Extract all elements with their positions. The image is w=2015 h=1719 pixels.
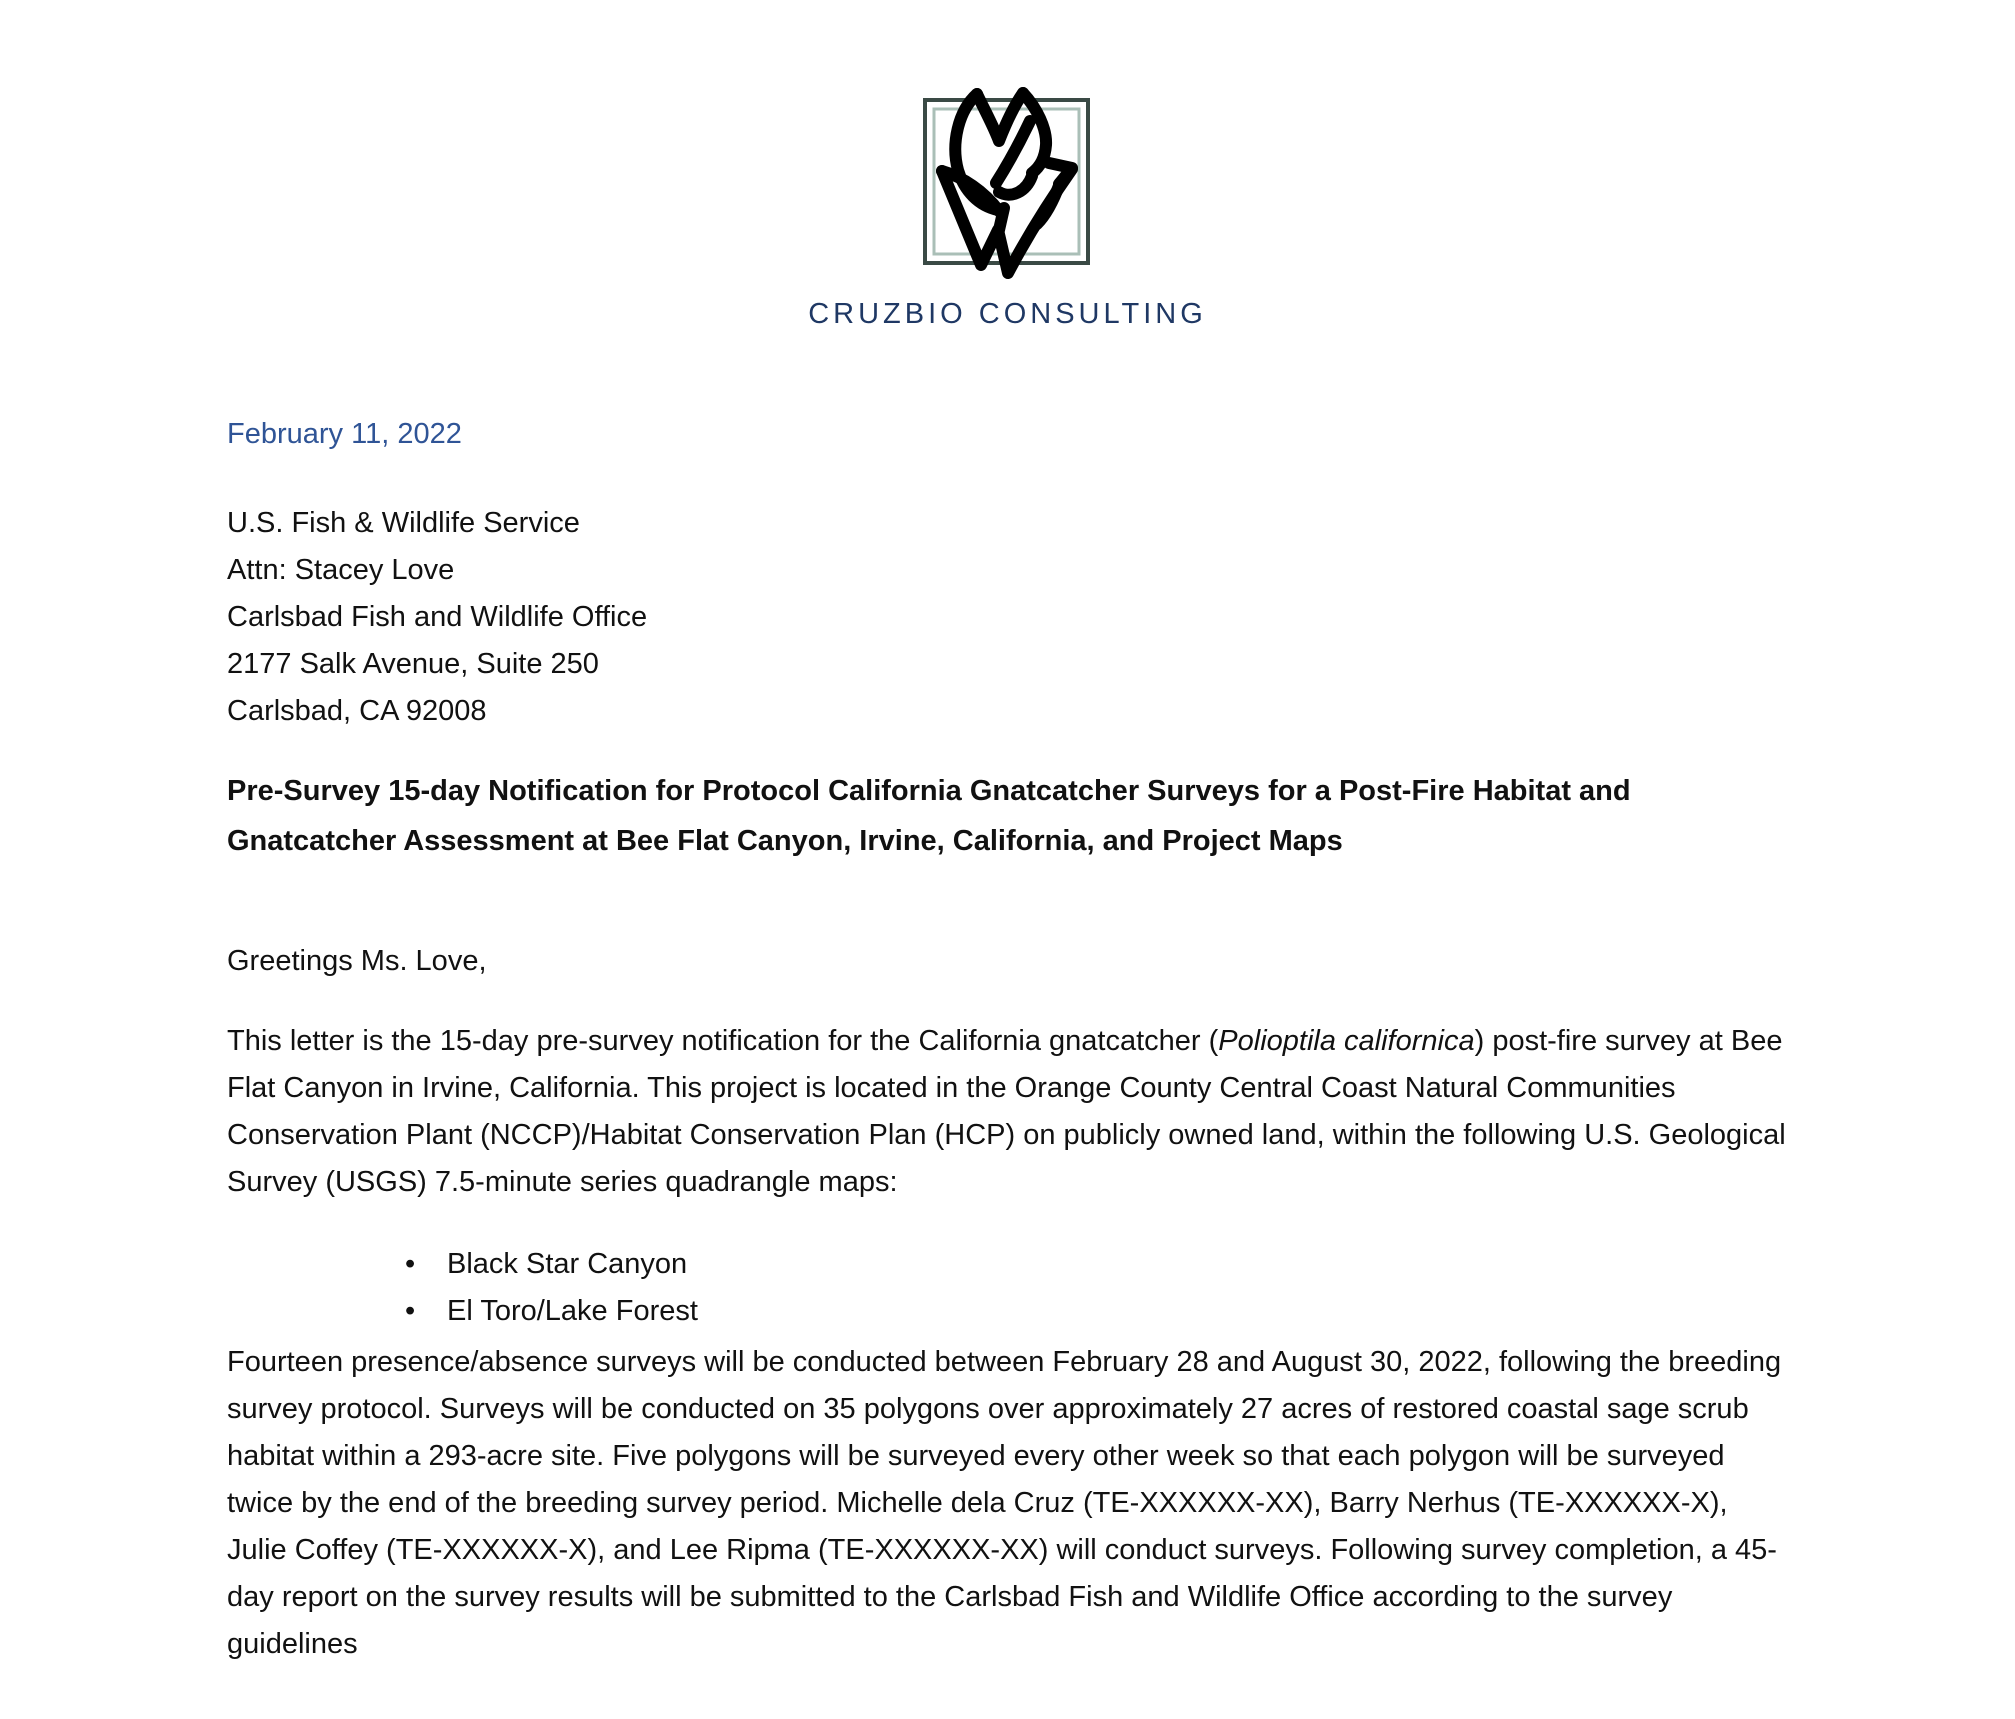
paragraph-intro-text-continued: ) post-fire survey at Bee Flat Canyon in Irvine, California. This project is located in the Orange County Central Coast Natural Communities Conservation Plant (NCCP)/Habitat Conservation Plan (HCP) on publicly owned land, within the following U.S. Geological Survey (USGS) 7.5-minute series quadrangle maps:: [227, 1025, 1786, 1198]
list-item-label: Black Star Canyon: [447, 1248, 688, 1280]
cruzbio-tulip-logo-icon: [913, 80, 1103, 290]
address-line-organization: U.S. Fish & Wildlife Service: [227, 507, 580, 539]
list-item-quad-map-1: [405, 1241, 1792, 1288]
quadrangle-map-list: [227, 1241, 1792, 1335]
species-scientific-name: Polioptila californica: [1218, 1025, 1475, 1057]
logo-container: [0, 80, 2015, 290]
list-item-label: El Toro/Lake Forest: [447, 1295, 698, 1327]
bullet-icon: •: [405, 1295, 416, 1327]
recipient-address-block: [227, 500, 1792, 735]
paragraph-survey-details: Fourteen presence/absence surveys will be conducted between February 28 and August 30, 2022, following the breeding survey protocol. Surveys will be conducted on 35 polygons over approximately 27 acres of restored coastal sage scrub habitat within a 293-acre site. Five polygons will be surveyed every other week so that each polygon will be surveyed twice by the end of the breeding survey period. Michelle dela Cruz (TE-XXXXXX-XX), Barry Nerhus (TE-XXXXXX-X), Julie Coffey (TE-XXXXXX-X), and Lee Ripma (TE-XXXXXX-XX) will conduct surveys. Following survey completion, a 45-day report on the survey results will be submitted to the Carlsbad Fish and Wildlife Office according to the survey guidelines: [227, 1346, 1782, 1660]
address-line-attention: Attn: Stacey Love: [227, 554, 455, 586]
letter-body: [0, 411, 2015, 1668]
list-item-quad-map-2: [405, 1288, 1792, 1335]
address-line-office: Carlsbad Fish and Wildlife Office: [227, 601, 648, 633]
paragraph-intro-text: This letter is the 15-day pre-survey notification for the California gnatcatcher (: [227, 1025, 1219, 1057]
address-line-city: Carlsbad, CA 92008: [227, 695, 487, 727]
subject-line: Pre-Survey 15-day Notification for Protocol California Gnatcatcher Surveys for a Post-Fire Habitat and Gnatcatcher Assessment at Bee Flat Canyon, Irvine, California, and Project Maps: [227, 775, 1631, 857]
letter-date: February 11, 2022: [227, 418, 462, 450]
paragraph-intro: [227, 1018, 1792, 1206]
greeting: Greetings Ms. Love,: [227, 945, 487, 977]
bullet-icon: •: [405, 1248, 416, 1280]
address-line-street: 2177 Salk Avenue, Suite 250: [227, 648, 599, 680]
letterhead: [0, 0, 2015, 332]
company-name: CRUZBIO CONSULTING: [808, 298, 1207, 330]
